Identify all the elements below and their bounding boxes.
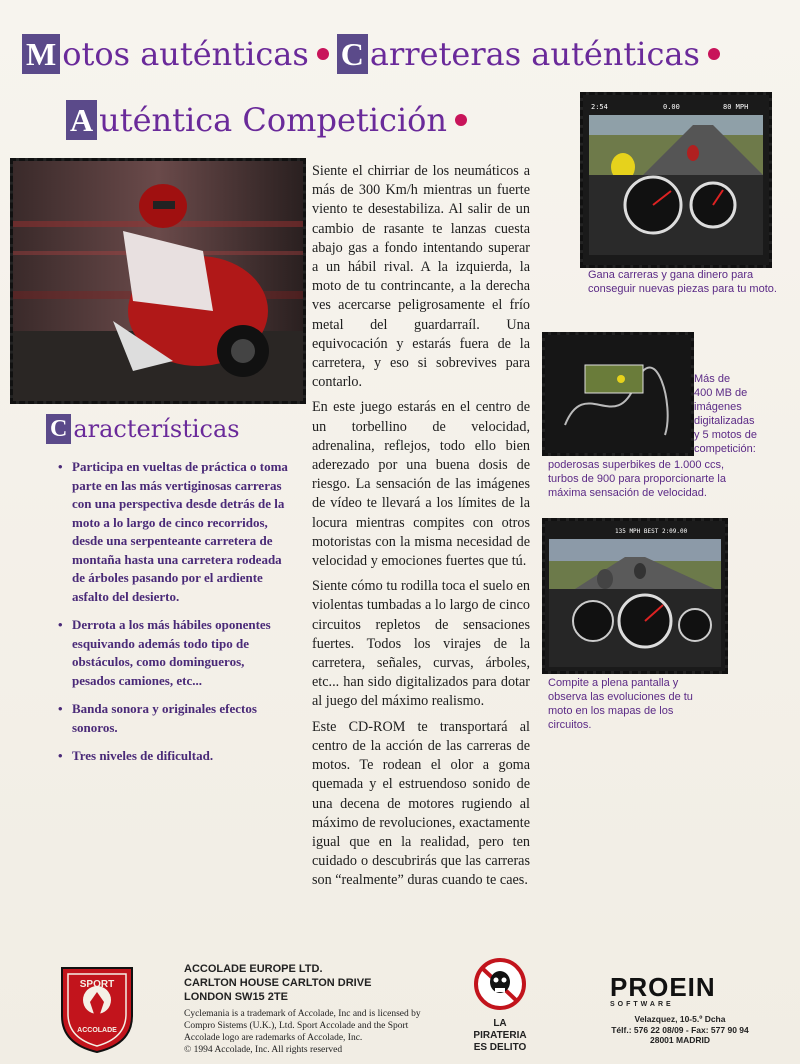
caption-specs-bottom [548,458,778,500]
headline-cap-c: C [337,34,368,74]
caption-specs-line: Más de [694,373,731,385]
caption-race: Gana carreras y gana dinero para conseguir nuevas piezas para tu moto. [588,269,777,295]
screenshot-race [580,92,772,268]
piracy-text: LA [493,1018,507,1029]
body-paragraph: En este juego estarás en el centro de un torbellino de velocidad, adrenalina, reflejos, todo ello bien aderezado por una buena dosis de riesgo. La sensación de las imágenes de vídeo te llevará a los límites de la locura mientras compites con otros motoristas con la misma necesidad de velocidad y emociones fuertes que tú. [312,399,530,570]
features-list [58,458,290,776]
caption-specs-line: 400 MB de [694,387,748,399]
accolade-line: ACCOLADE EUROPE LTD. [184,963,323,975]
caption-specs-line: poderosas superbikes de 1.000 ccs, [548,459,725,471]
caption-specs-line: imágenes [694,401,742,413]
accolade-line: CARLTON HOUSE CARLTON DRIVE [184,977,372,989]
body-paragraph: Este CD-ROM te transportará al centro de la acción de las carreras de motos. Te rodean el olor a goma quemada y el estruendoso sonido de una decena de motores rugiendo al máximo de revoluciones, exactamente igual que en la realidad, pero ten cuidado o descubrirás que las carreras son “realmente” duras cuando te caes. [312,718,530,889]
race-screen-illustration [583,95,769,265]
headline-competicion: uténtica Competición [99,101,448,139]
screenshot-fullscreen [542,518,728,674]
hud-text: 2:54 [591,103,608,111]
caption-specs-line: competición: [694,443,756,455]
bullet-dot [455,114,467,126]
screenshot-map [542,332,694,456]
accolade-address [184,962,424,1056]
headline-cap-m: M [22,34,60,74]
proein-address-line: 28001 MADRID [650,1035,710,1045]
caption-specs-line: digitalizadas [694,415,755,427]
caption-specs-line: turbos de 900 para proporcionarte la [548,473,726,485]
body-text [312,162,530,897]
feature-item: • Banda sonora y originales efectos sonoros. [58,700,290,737]
headline-carreteras: arreteras auténticas [369,35,700,73]
sport-accolade-logo [58,962,136,1054]
sport-logo-subtext: ACCOLADE [77,1027,117,1034]
bullet-dot [708,48,720,60]
features-title-text: aracterísticas [73,415,240,443]
hud-text: 0.00 [663,103,680,111]
proein-address [610,1014,750,1046]
hud-text: 80 MPH [723,103,749,111]
features-heading [46,414,240,444]
headline-line-2 [66,100,475,140]
caption-fullscreen: Compite a plena pantalla y observa las evoluciones de tu moto en los mapas de los circuitos. [548,677,693,731]
feature-item: • Derrota a los más hábiles oponentes esquivando además todo tipo de obstáculos, como domingueros, pesados camiones, etc... [58,616,290,690]
hud-text: 135 MPH BEST 2:09.00 [615,528,688,535]
headline-line-1 [22,34,728,74]
skull-icon [470,958,530,1014]
proein-subtitle: SOFTWARE [610,1001,674,1008]
piracy-text: ES DELITO [473,1042,527,1053]
headline-motos: otos auténticas [62,35,309,73]
body-paragraph: Siente cómo tu rodilla toca el suelo en violentas tumbadas a lo largo de cinco circuitos repletos de sensaciones fuertes. Todos los virajes de la carretera, señales, curvas, árboles, etc... han sido digitalizados para dotar al juego del máximo realismo. [312,578,530,710]
sport-logo-text: SPORT [79,979,115,990]
rider-illustration [13,161,303,401]
caption-specs-line: y 5 motos de [694,429,757,441]
caption-specs-top [694,372,794,456]
rider-photo [10,158,306,404]
feature-item: • Tres niveles de dificultad. [58,747,290,766]
legal-text: Cyclemania is a trademark of Accolade, Inc and is licensed by Compro Sistems (U.K.), Ltd. Sport Accolade and the Sport Accolade logo are rademarks of Accolade, Inc. [184,1009,421,1043]
piracy-text: PIRATERIA [473,1030,527,1041]
features-cap: C [46,414,71,444]
map-screen-illustration [545,335,691,453]
caption-specs-line: máxima sensación de velocidad. [548,487,707,499]
headline-cap-a: A [66,100,97,140]
copyright-text: © 1994 Accolade, Inc. All rights reserved [184,1045,343,1055]
proein-brand: PROEIN [610,972,716,1002]
feature-item: • Participa en vueltas de práctica o toma parte en las más vertiginosas carreras con una perspectiva desde detrás de la moto a lo largo de cinco recorridos, desde una serpenteante carretera de montaña hasta una carretera rodeada de árboles pasando por el ardiente asfalto del desierto. [58,458,290,606]
fullscreen-illustration [545,521,725,671]
proein-logo-block [610,972,750,1046]
proein-address-line: Velazquez, 10-5.º Dcha [634,1014,726,1024]
anti-piracy-badge [470,958,530,1054]
body-paragraph: Siente el chirriar de los neumáticos a más de 300 Km/h mientras un fuerte viento te desestabiliza. Al salir de un cambio de rasante te lanzas cuesta abajo gas a fondo intentando superar a un hábil rival. A la izquierda, la moto de tu contrincante, a la derecha ves acercarse peligrosamente el frío metal del guardarraíl. Una equivocación y estarás fuera de la carretera, y eso si sobrevives para contarlo. [312,163,530,391]
proein-address-line: Télf.: 576 22 08/09 - Fax: 577 90 94 [611,1024,749,1035]
bullet-dot [317,48,329,60]
accolade-line: LONDON SW15 2TE [184,991,288,1003]
